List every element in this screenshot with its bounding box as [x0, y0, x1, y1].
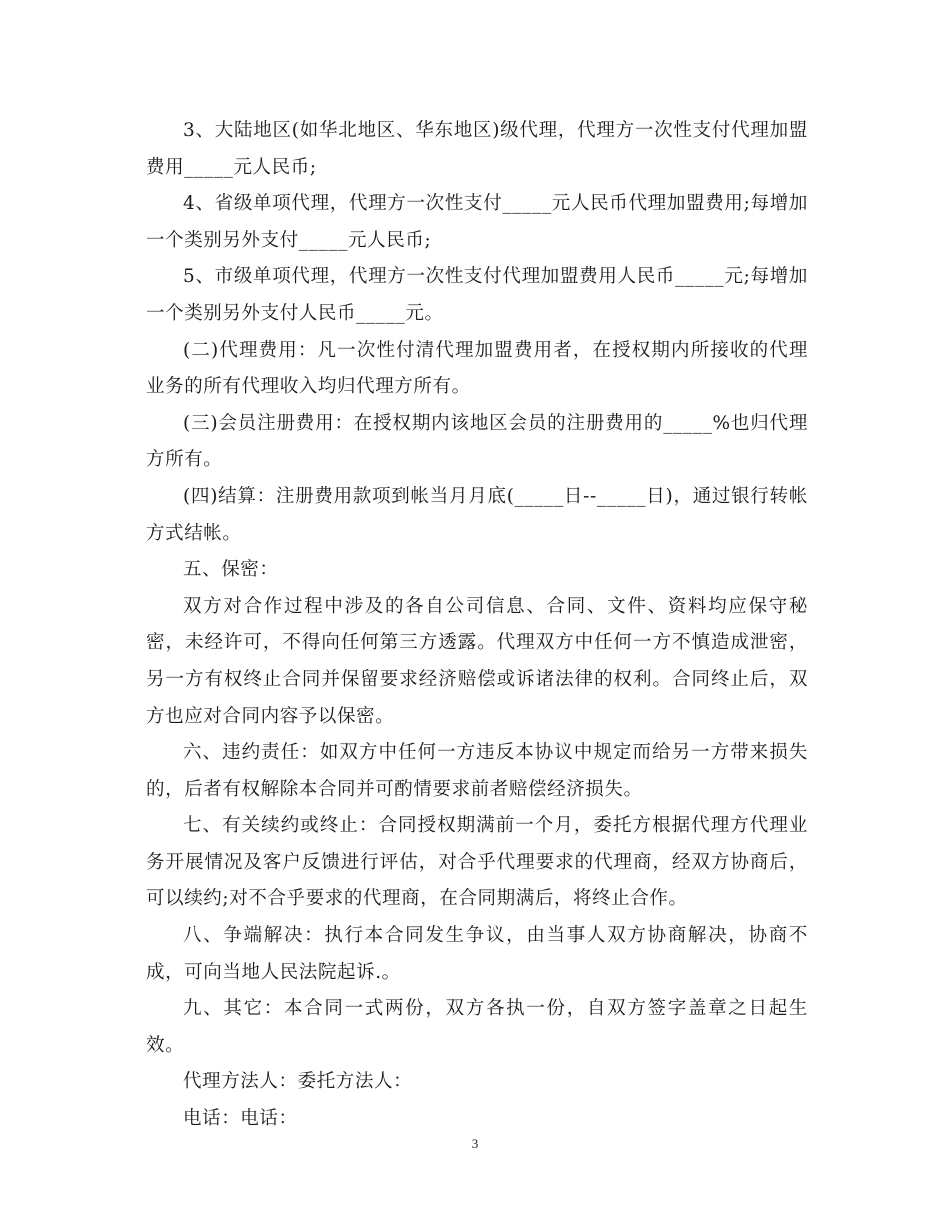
signature-legal-persons: 代理方法人：委托方法人：: [183, 1071, 413, 1093]
signature-phones: 电话：电话：: [183, 1108, 298, 1130]
paragraph-provincial-agent-fee: 4、省级单项代理，代理方一次性支付_____元人民币代理加盟费用;每增加一个类别另外支付_____元人民币;: [146, 193, 808, 251]
paragraph-miscellaneous: 九、其它：本合同一式两份，双方各执一份，自双方签字盖章之日起生效。: [146, 998, 808, 1056]
paragraph-renewal-termination: 七、有关续约或终止：合同授权期满前一个月，委托方根据代理方代理业务开展情况及客户反馈进行评估，对合乎代理要求的代理商，经双方协商后，可以续约;对不合乎要求的代理商，在合同期满后，将终止合作。: [146, 815, 808, 910]
paragraph-regional-agent-fee: 3、大陆地区(如华北地区、华东地区)级代理，代理方一次性支付代理加盟费用_____元人民币;: [146, 120, 808, 178]
paragraph-settlement: (四)结算：注册费用款项到帐当月月底(_____日--_____日)，通过银行转帐方式结帐。: [146, 485, 808, 544]
document-body: [146, 113, 808, 1138]
page-number: 3: [471, 1136, 479, 1151]
paragraph-member-registration-fee: (三)会员注册费用：在授权期内该地区会员的注册费用的_____%也归代理方所有。: [146, 412, 808, 471]
paragraph-agency-fee: (二)代理费用：凡一次性付清代理加盟费用者，在授权期内所接收的代理业务的所有代理收入均归代理方所有。: [146, 339, 808, 398]
paragraph-dispute-resolution: 八、争端解决：执行本合同发生争议，由当事人双方协商解决，协商不成，可向当地人民法院起诉.。: [146, 925, 808, 983]
paragraph-city-agent-fee: 5、市级单项代理，代理方一次性支付代理加盟费用人民币_____元;每增加一个类别另外支付人民币_____元。: [146, 266, 808, 324]
paragraph-confidentiality: 双方对合作过程中涉及的各自公司信息、合同、文件、资料均应保守秘密，未经许可，不得向任何第三方透露。代理双方中任何一方不慎造成泄密，另一方有权终止合同并保留要求经济赔偿或诉诸法律的权利。合同终止后，双方也应对合同内容予以保密。: [146, 595, 808, 727]
section-heading-confidentiality: 五、保密：: [183, 559, 279, 581]
paragraph-breach-liability: 六、违约责任：如双方中任何一方违反本协议中规定而给另一方带来损失的，后者有权解除本合同并可酌情要求前者赔偿经济损失。: [146, 742, 808, 800]
